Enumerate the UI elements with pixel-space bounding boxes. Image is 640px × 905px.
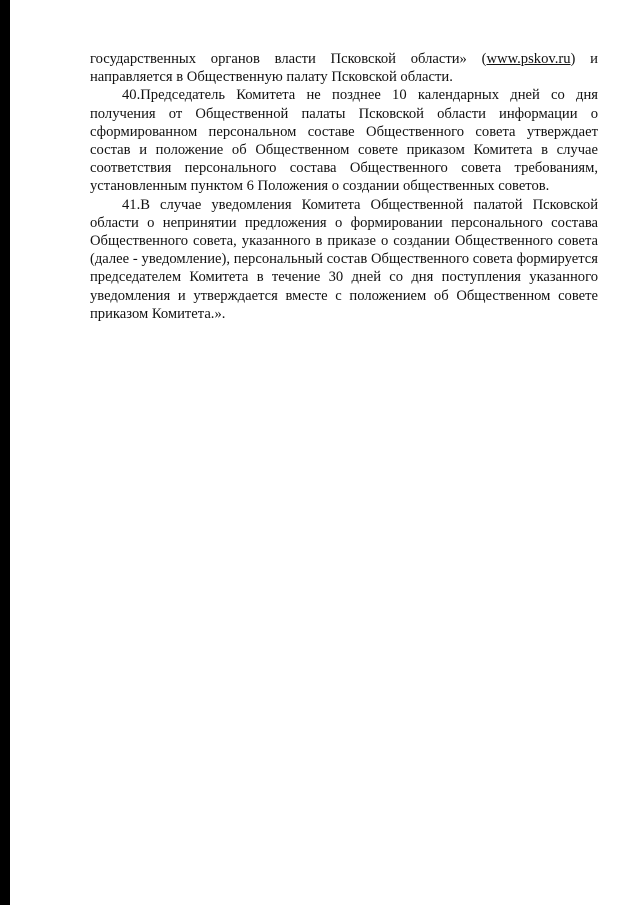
paragraph-1-text: государственных органов власти Псковской области» ( (90, 51, 487, 67)
paragraph-continuation (90, 50, 598, 86)
paragraph-41: 41.В случае уведомления Комитета Общественной палатой Псковской области о непринятии предложения о формировании персонального состава Общественного совета, указанного в приказе о создании Общественного совета (далее - уведомление), персональный состав Общественного совета формируется председателем Комитета в течение 30 дней со дня поступления указанного уведомления и утверждается вместе с положением об Общественном совете приказом Комитета.». (90, 196, 598, 322)
document-page (90, 50, 598, 323)
scan-edge (0, 0, 10, 905)
pskov-link[interactable]: www.pskov.ru (486, 51, 571, 67)
paragraph-40: 40.Председатель Комитета не позднее 10 календарных дней со дня получения от Общественной палаты Псковской области информации о сформированном персональном составе Общественного совета утверждает состав и положение об Общественном совете приказом Комитета в случае соответствия персонального состава Общественного совета требованиям, установленным пунктом 6 Положения о создании общественных советов. (90, 87, 598, 195)
paragraph-1-tail: ) и направляется в Общественную палату Псковской области. (90, 51, 598, 86)
